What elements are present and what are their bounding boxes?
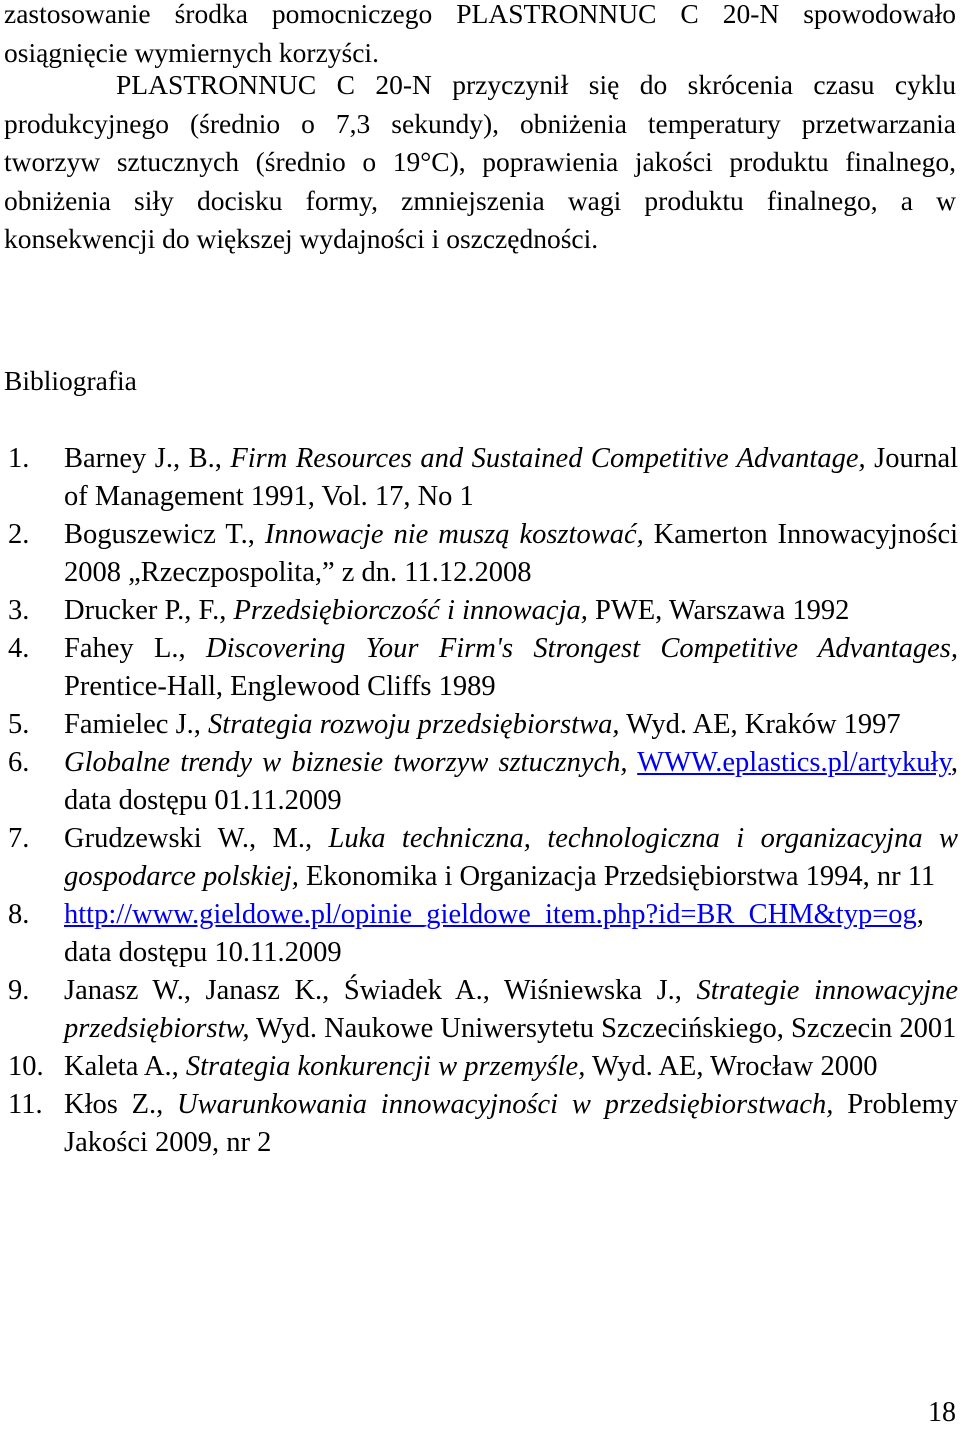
entry-author: Famielec J., — [64, 709, 201, 740]
entry-number: 1. — [8, 443, 30, 474]
bibliography-entry — [8, 630, 958, 706]
entry-number: 11. — [8, 1089, 43, 1120]
entry-author: Kłos Z., — [64, 1089, 164, 1120]
entry-link[interactable]: WWW.eplastics.pl/artykuły — [637, 747, 951, 778]
entry-link[interactable]: http://www.gieldowe.pl/opinie_gieldowe_item.php?id=BR_CHM&typ=og — [64, 899, 917, 930]
entry-details: Journal of Management 1991, Vol. 17, No 1 — [64, 443, 959, 512]
bibliography-entry — [8, 1086, 958, 1162]
body-paragraph-text: PLASTRONNUC C 20-N przyczynił się do skrócenia czasu cyklu produkcyjnego (średnio o 7,3 sekundy), obniżenia temperatury przetwarzania tworzyw sztucznych (średnio o 19°C), poprawienia jakości produktu finalnego, obniżenia siły docisku formy, zmniejszenia wagi produktu finalnego, a w konsekwencji do większej wydajności i oszczędności. — [4, 69, 956, 255]
entry-author: Grudzewski W., M., — [64, 823, 313, 854]
entry-details: Wyd. AE, Wrocław 2000 — [591, 1051, 878, 1082]
continuation-text: zastosowanie środka pomocniczego PLASTRONNUC C 20-N spowodowało osiągnięcie wymiernych korzyści. — [4, 0, 956, 68]
entry-number: 10. — [8, 1051, 44, 1082]
entry-number: 9. — [8, 975, 30, 1006]
entry-author: Barney J., B., — [64, 443, 222, 474]
entry-title: Strategie innowacyjne przedsiębiorstw, — [64, 975, 958, 1044]
entry-number: 4. — [8, 633, 30, 664]
continuation-paragraph — [4, 0, 956, 72]
entry-title: Discovering Your Firm's Strongest Competitive Advantages, — [206, 633, 959, 664]
entry-details: , data dostępu 01.11.2009 — [64, 747, 958, 816]
entry-number: 5. — [8, 709, 30, 740]
bibliography-entry — [8, 706, 958, 744]
bibliography-entry — [8, 592, 958, 630]
entry-author: Kaleta A., — [64, 1051, 179, 1082]
entry-author: Drucker P., F., — [64, 595, 227, 626]
entry-details: Ekonomika i Organizacja Przedsiębiorstwa 1994, nr 11 — [305, 861, 936, 892]
bibliography-entry — [8, 896, 958, 972]
entry-author: Boguszewicz T., — [64, 519, 255, 550]
entry-details: Problemy Jakości 2009, nr 2 — [64, 1089, 959, 1158]
entry-title: Strategia konkurencji w przemyśle, — [185, 1051, 586, 1082]
entry-author: Fahey L., — [64, 633, 186, 664]
entry-details: Wyd. Naukowe Uniwersytetu Szczecińskiego, Szczecin 2001 — [256, 1013, 957, 1044]
entry-number: 2. — [8, 519, 30, 550]
bibliography-entry — [8, 516, 958, 592]
entry-number: 3. — [8, 595, 30, 626]
entry-title: Innowacje nie muszą kosztować, — [264, 519, 644, 550]
entry-title: Uwarunkowania innowacyjności w przedsiębiorstwach, — [177, 1089, 834, 1120]
page-number: 18 — [928, 1397, 956, 1428]
bibliography-entry — [8, 440, 958, 516]
entry-details: PWE, Warszawa 1992 — [595, 595, 850, 626]
bibliography-entry — [8, 1048, 958, 1086]
entry-number: 8. — [8, 899, 30, 930]
entry-author: Janasz W., Janasz K., Świadek A., Wiśniewska J., — [64, 975, 682, 1006]
bibliography-entry — [8, 820, 958, 896]
entry-title: Przedsiębiorczość i innowacja, — [233, 595, 588, 626]
bibliography-entry — [8, 744, 958, 820]
entry-details: Kamerton Innowacyjności 2008 „Rzeczpospolita,” z dn. 11.12.2008 — [64, 519, 959, 588]
bibliography-entry — [8, 972, 958, 1048]
entry-title: Luka techniczna, technologiczna i organizacyjna w gospodarce polskiej, — [64, 823, 959, 892]
entry-number: 7. — [8, 823, 30, 854]
entry-number: 6. — [8, 747, 30, 778]
entry-title: Firm Resources and Sustained Competitive Advantage, — [230, 443, 866, 474]
entry-details: Wyd. AE, Kraków 1997 — [626, 709, 901, 740]
entry-details: Prentice-Hall, Englewood Cliffs 1989 — [64, 671, 496, 702]
bibliography-list — [8, 440, 958, 1162]
entry-details: , data dostępu 10.11.2009 — [64, 899, 924, 968]
body-paragraph — [4, 66, 956, 259]
entry-title: Strategia rozwoju przedsiębiorstwa, — [208, 709, 620, 740]
bibliography-heading: Bibliografia — [4, 365, 137, 396]
entry-title: Globalne trendy w biznesie tworzyw sztucznych, — [64, 747, 628, 778]
